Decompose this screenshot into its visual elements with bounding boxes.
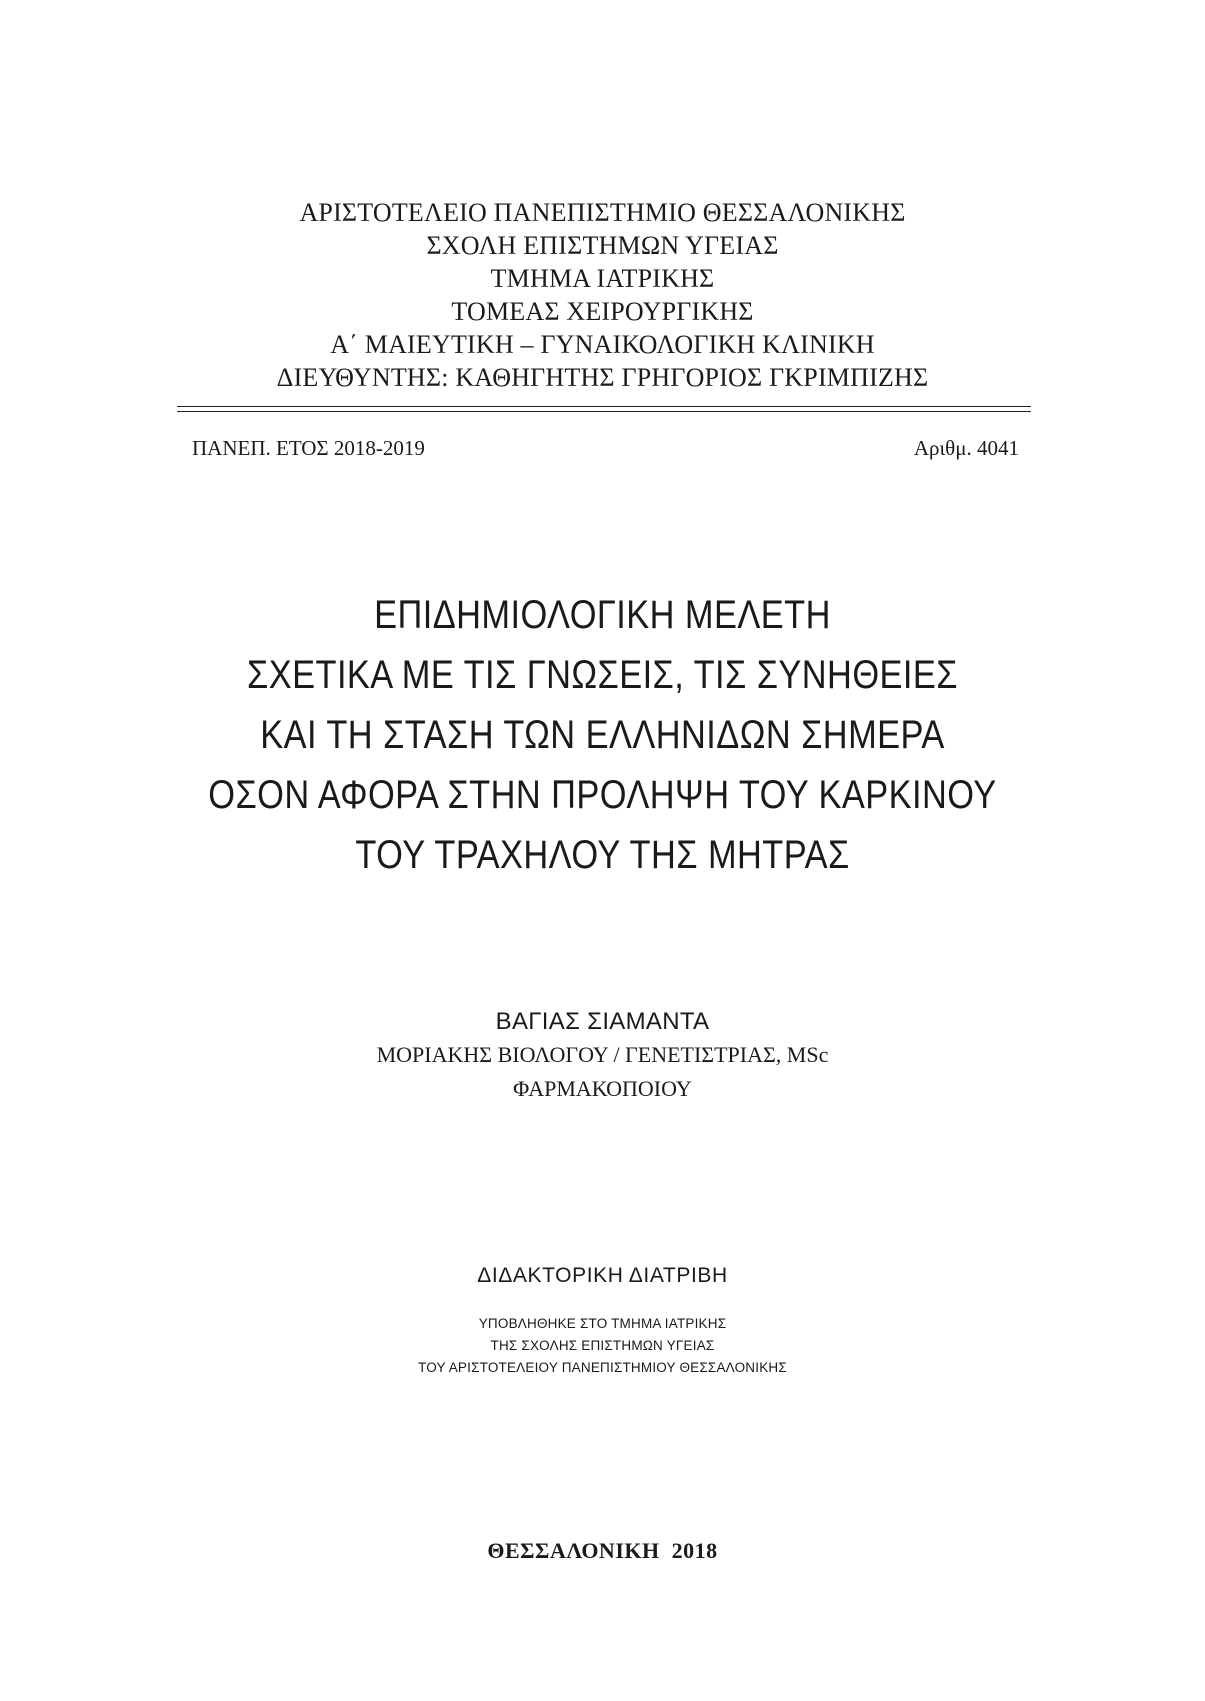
header-divider: [177, 406, 1031, 412]
thesis-title: [0, 585, 1205, 885]
thesis-number: Αριθμ. 4041: [913, 436, 1019, 460]
submission-statement: [0, 1313, 1205, 1379]
title-line: ΤΟΥ ΤΡΑΧΗΛΟΥ ΤΗΣ ΜΗΤΡΑΣ: [355, 833, 850, 877]
sector-name: ΤΟΜΕΑΣ ΧΕΙΡΟΥΡΓΙΚΗΣ: [451, 297, 754, 326]
university-name: ΑΡΙΣΤΟΤΕΛΕΙΟ ΠΑΝΕΠΙΣΤΗΜΙΟ ΘΕΣΣΑΛΟΝΙΚΗΣ: [299, 198, 906, 227]
director-name: ΔΙΕΥΘΥΝΤΗΣ: ΚΑΘΗΓΗΤΗΣ ΓΡΗΓΟΡΙΟΣ ΓΚΡΙΜΠΙΖΗΣ: [276, 363, 929, 392]
submission-line: ΥΠΟΒΛΗΘΗΚΕ ΣΤΟ ΤΜΗΜΑ ΙΑΤΡΙΚΗΣ: [478, 1316, 727, 1331]
author-profession: ΦΑΡΜΑΚΟΠΟΙΟΥ: [513, 1076, 692, 1101]
author-name: ΒΑΓΙΑΣ ΣΙΑΜΑΝΤΑ: [495, 1008, 710, 1035]
submission-line: ΤΟΥ ΑΡΙΣΤΟΤΕΛΕΙΟΥ ΠΑΝΕΠΙΣΤΗΜΙΟΥ ΘΕΣΣΑΛΟΝΙΚΗΣ: [418, 1360, 787, 1375]
title-line: ΚΑΙ ΤΗ ΣΤΑΣΗ ΤΩΝ ΕΛΛΗΝΙΔΩΝ ΣΗΜΕΡΑ: [260, 713, 945, 757]
divider-line-top: [177, 406, 1031, 407]
clinic-name: Α΄ ΜΑΙΕΥΤΙΚΗ – ΓΥΝΑΙΚΟΛΟΓΙΚΗ ΚΛΙΝΙΚΗ: [330, 330, 875, 359]
author-block: [0, 1006, 1205, 1106]
title-line: ΕΠΙΔΗΜΙΟΛΟΓΙΚΗ ΜΕΛΕΤΗ: [374, 593, 831, 637]
department-name: ΤΜΗΜΑ ΙΑΤΡΙΚΗΣ: [490, 264, 715, 293]
title-line: ΣΧΕΤΙΚΑ ΜΕ ΤΙΣ ΓΝΩΣΕΙΣ, ΤΙΣ ΣΥΝΗΘΕΙΕΣ: [247, 653, 958, 697]
institution-header: [0, 196, 1205, 394]
submission-line: ΤΗΣ ΣΧΟΛΗΣ ΕΠΙΣΤΗΜΩΝ ΥΓΕΙΑΣ: [490, 1338, 715, 1353]
thesis-type: ΔΙΔΑΚΤΟΡΙΚΗ ΔΙΑΤΡΙΒΗ: [477, 1264, 728, 1287]
school-name: ΣΧΟΛΗ ΕΠΙΣΤΗΜΩΝ ΥΓΕΙΑΣ: [426, 231, 779, 260]
title-line: ΟΣΟΝ ΑΦΟΡΑ ΣΤΗΝ ΠΡΟΛΗΨΗ ΤΟΥ ΚΑΡΚΙΝΟΥ: [208, 773, 997, 817]
academic-year: ΠΑΝΕΠ. ΕΤΟΣ 2018-2019: [192, 436, 425, 460]
divider-line-bottom: [177, 411, 1031, 412]
place-and-year: ΘΕΣΣΑΛΟΝΙΚΗ 2018: [487, 1538, 718, 1563]
author-qualification: ΜΟΡΙΑΚΗΣ ΒΙΟΛΟΓΟΥ / ΓΕΝΕΤΙΣΤΡΙΑΣ, MSc: [376, 1042, 829, 1067]
